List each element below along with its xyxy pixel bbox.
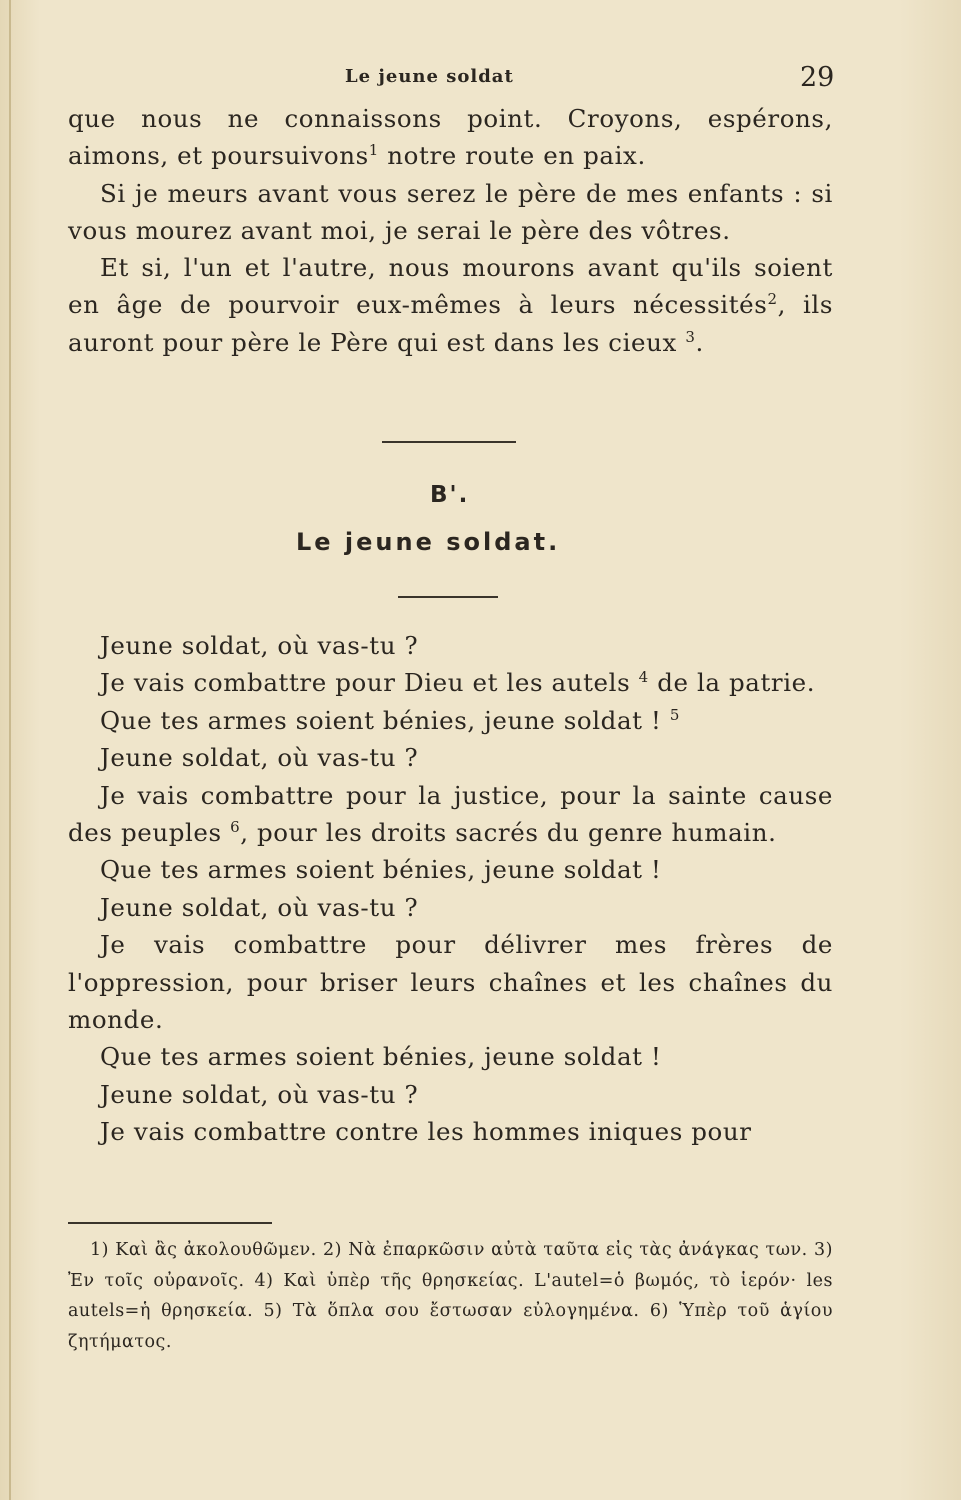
section-title: Le jeune soldat.	[296, 528, 561, 556]
footnote-5: 5) Τὰ ὅπλα σου ἔστωσαν εὐλογημένα.	[263, 1301, 640, 1321]
poem-line: Jeune soldat, où vas-tu ?	[100, 1079, 419, 1109]
footnote-1: 1) Καὶ ἂς ἀκολουθῶμεν.	[90, 1240, 317, 1260]
poem-line: Je vais combattre contre les hommes iniques pour	[100, 1117, 752, 1147]
poem-line: Jeune soldat, où vas-tu ?	[100, 892, 419, 922]
poem-line	[68, 664, 833, 701]
section-letter: B'.	[430, 482, 470, 508]
poem-line	[68, 702, 833, 739]
poem-line: Que tes armes soient bénies, jeune soldat !	[100, 855, 662, 885]
paragraph-3-text-b: , ils auront pour père le Père qui est dans les cieux	[68, 290, 833, 357]
poem-line	[68, 777, 833, 852]
footnote-rule	[68, 1222, 272, 1224]
poem-line: Je vais combattre pour délivrer mes frères de l'oppression, pour briser leurs chaînes et les chaînes du monde.	[68, 930, 833, 1035]
poem-text	[68, 627, 833, 1151]
poem-line-text: Je vais combattre pour la justice, pour la sainte cause des peuples	[68, 780, 833, 848]
paragraph-2: Si je meurs avant vous serez le père de mes enfants : si vous mourez avant moi, je serai le père des vôtres.	[68, 178, 833, 245]
note-ref-2: 2	[767, 290, 778, 309]
previous-text	[68, 100, 833, 361]
poem-line: Jeune soldat, où vas-tu ?	[100, 743, 419, 773]
paragraph-3-end: .	[695, 327, 704, 357]
footnote-4: 4) Καὶ ὑπὲρ τῆς θρησκείας. L'autel=ὁ βωμός, τὸ ἱερόν· les autels=ἡ θρησκεία.	[68, 1270, 833, 1321]
note-ref-3: 3	[685, 327, 696, 346]
poem-line-tail: , pour les droits sacrés du genre humain.	[240, 818, 777, 848]
poem-line: Que tes armes soient bénies, jeune soldat !	[100, 1042, 662, 1072]
footnotes	[68, 1235, 833, 1357]
separator-rule	[398, 596, 498, 598]
footnote-3: 3) Ἐν τοῖς οὐρανοῖς.	[68, 1240, 833, 1291]
note-ref-1: 1	[368, 141, 379, 160]
note-ref-6: 6	[230, 817, 241, 836]
paragraph-1-tail: notre route en paix.	[378, 141, 646, 171]
paragraph-1-text: que nous ne connaissons point. Croyons, espérons, aimons, et poursuivons	[68, 104, 833, 171]
footnote-2: 2) Νὰ ἐπαρκῶσιν αὐτὰ ταῦτα εἰς τὰς ἀνάγκας των.	[323, 1240, 808, 1260]
note-ref-5: 5	[669, 705, 680, 724]
poem-line-tail: de la patrie.	[648, 668, 816, 698]
poem-line-text: Que tes armes soient bénies, jeune soldat !	[100, 705, 662, 735]
note-ref-4: 4	[638, 668, 649, 687]
page-number: 29	[800, 62, 835, 93]
paragraph-1	[68, 100, 833, 175]
separator-rule	[382, 441, 516, 443]
running-title: Le jeune soldat	[345, 66, 514, 87]
poem-line: Jeune soldat, où vas-tu ?	[100, 631, 419, 660]
page-header	[0, 62, 961, 96]
paragraph-3-text: Et si, l'un et l'autre, nous mourons avant qu'ils soient en âge de pourvoir eux-mêmes à leurs nécessités	[68, 253, 833, 320]
paragraph-3	[68, 249, 833, 361]
page-edge-line	[9, 0, 11, 1500]
footnote-6: 6) Ὑπὲρ τοῦ ἁγίου ζητήματος.	[68, 1301, 833, 1352]
poem-line-text: Je vais combattre pour Dieu et les autels	[100, 668, 631, 698]
